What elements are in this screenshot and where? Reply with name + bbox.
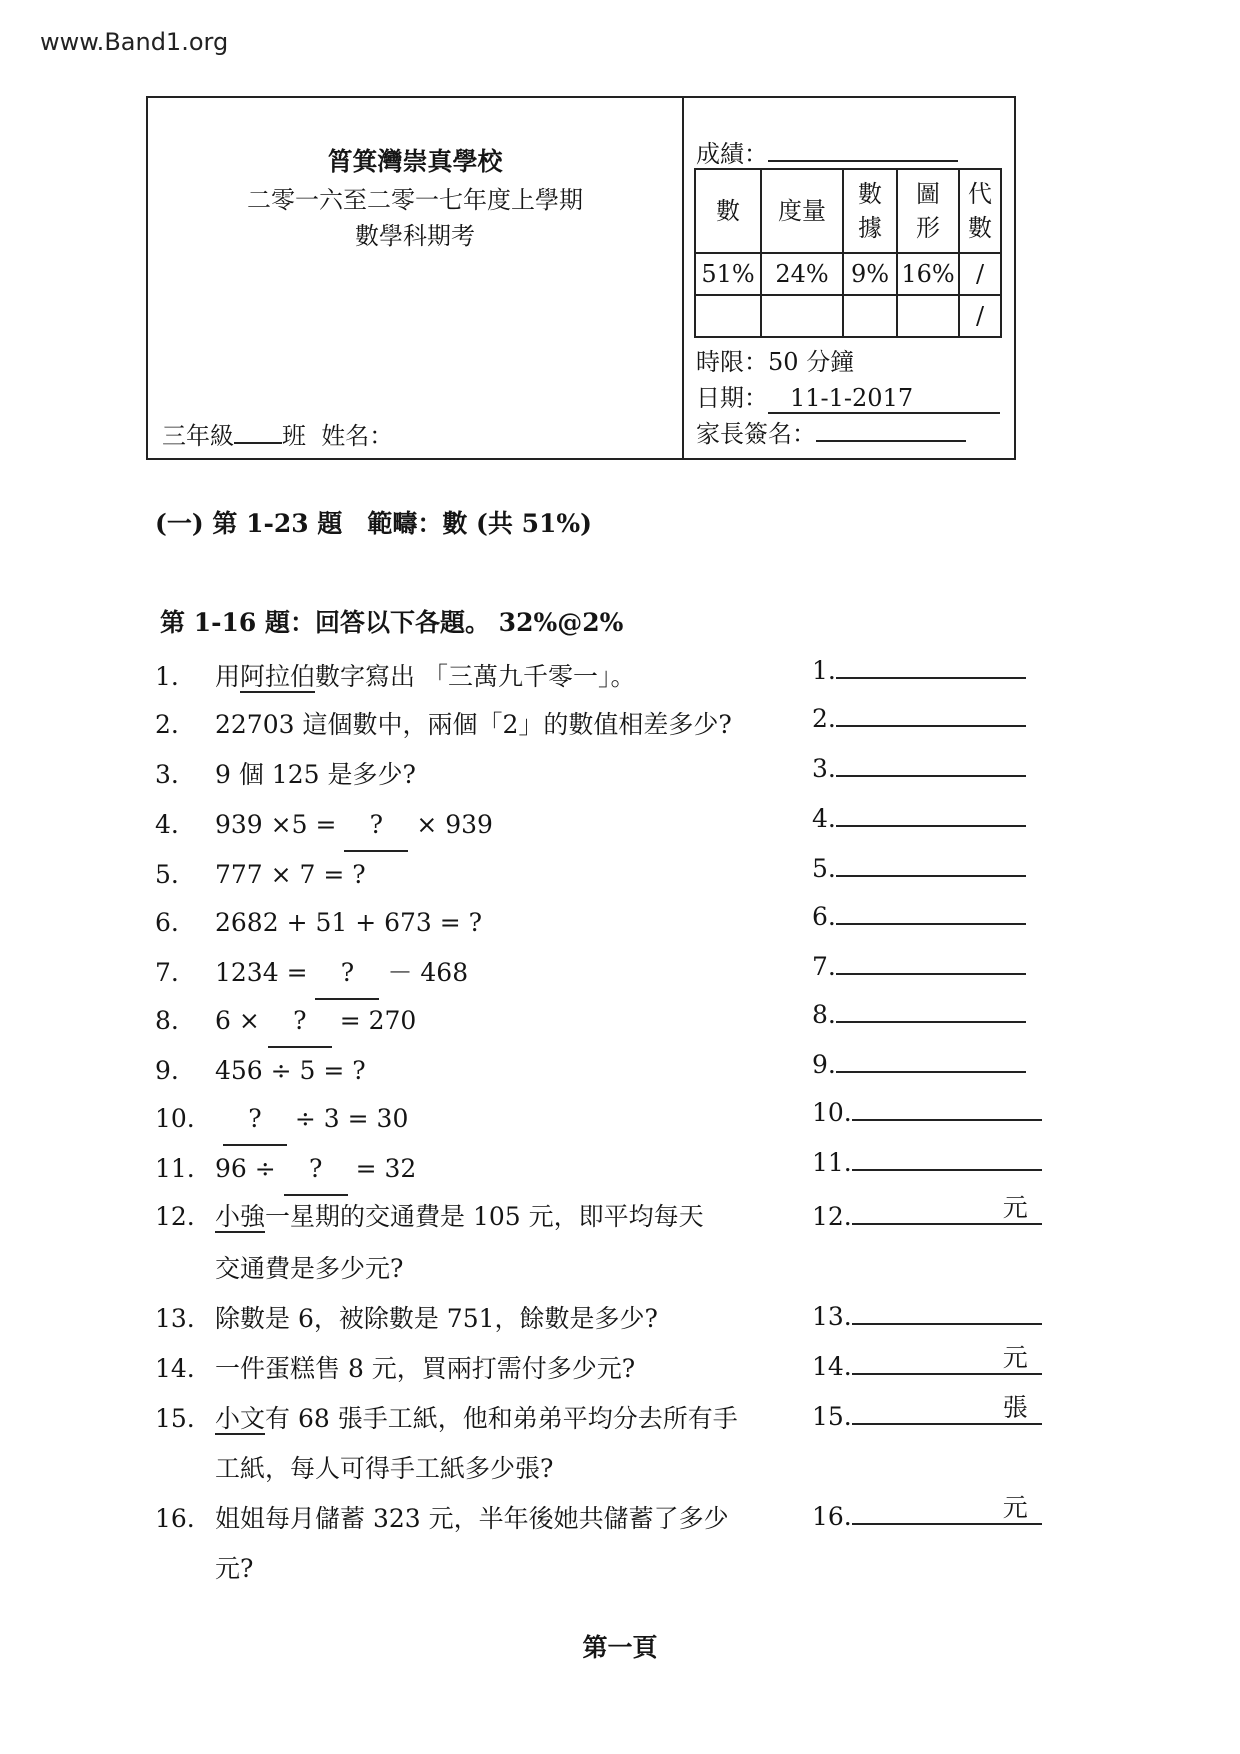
question-text: = 32 [355,1154,417,1183]
answer-unit: 元 [1002,1493,1028,1522]
question-number: 3. [155,760,179,789]
answer-slot [812,892,1026,942]
answer-label: 6. [812,902,836,931]
parent-sign-label: 家長簽名： [696,420,816,448]
weight-score: / [959,295,1001,337]
answer-unit: 元 [1002,1193,1028,1222]
page-number: 第一頁 [582,1633,658,1662]
answer-label: 15. [812,1402,852,1431]
question-text: 456 ÷ 5 = ? [215,1056,366,1085]
weight-header: 度量 [761,169,843,253]
answer-slot [812,646,1026,696]
weight-header: 數據 [843,169,897,253]
student-info [162,416,393,451]
answer-blank[interactable] [852,1493,1042,1525]
answer-blank[interactable] [836,1041,1026,1073]
watermark: www.Band1.org [40,28,229,56]
question-text: 777 × 7 = ? [215,860,366,889]
answer-blank[interactable] [852,1393,1042,1425]
question-item [155,1046,366,1096]
answer-slot [812,1292,1042,1342]
answer-unit: 張 [1002,1393,1028,1422]
question-item [155,948,468,998]
question-text: 1234 = [215,958,308,987]
weight-score[interactable] [897,295,959,337]
proper-noun: 小強 [215,1202,266,1231]
question-text: 6 × [215,1006,260,1035]
weight-percent: 51% [695,253,761,295]
answer-slot [812,694,1026,744]
question-number: 2. [155,710,179,739]
question-number: 7. [155,958,179,987]
answer-label: 8. [812,1000,836,1029]
answer-blank[interactable] [836,695,1026,727]
answer-slot [812,1192,1042,1242]
answer-slot [812,794,1026,844]
question-item [155,750,416,800]
weight-header: 數 [695,169,761,253]
question-number: 8. [155,1006,179,1035]
answer-slot [812,1342,1042,1392]
question-text: 有 68 張手工紙，他和弟弟平均分去所有手 [265,1404,738,1433]
answer-label: 1. [812,656,836,685]
question-item [155,1344,635,1394]
weight-score[interactable] [761,295,843,337]
question-text: 姐姐每月儲蓄 323 元，半年後她共儲蓄了多少 [215,1504,729,1533]
answer-blank[interactable] [836,991,1026,1023]
answer-slot [812,844,1026,894]
exam-subject: 數學科期考 [355,222,475,250]
question-item [155,700,732,750]
question-item [155,800,493,850]
answer-blank[interactable] [836,795,1026,827]
answer-blank[interactable] [852,1089,1042,1121]
question-blank: ? [284,1144,348,1196]
answer-label: 4. [812,804,836,833]
weight-percent: / [959,253,1001,295]
answer-blank[interactable] [836,845,1026,877]
time-label: 時限： [696,348,768,376]
question-number: 10. [155,1104,195,1133]
question-text: 96 ÷ [215,1154,276,1183]
exam-header [146,96,1016,460]
name-label: 姓名： [321,422,394,450]
question-item [155,1494,729,1544]
date-label: 日期： [696,384,768,412]
class-label: 班 [282,422,306,450]
answer-slot [812,744,1026,794]
question-blank: ? [315,948,379,1000]
score-label: 成績： [696,140,768,168]
answer-label: 7. [812,952,836,981]
answer-blank[interactable] [852,1193,1042,1225]
question-continuation: 交通費是多少元? [215,1254,404,1283]
question-item [155,1192,704,1242]
question-text: = 270 [339,1006,417,1035]
question-blank: ? [268,996,332,1048]
proper-noun: 小文 [215,1404,266,1433]
question-text: ÷ 3 = 30 [294,1104,409,1133]
question-text: 939 ×5 = [215,810,337,839]
question-continuation: 元? [215,1554,254,1583]
answer-label: 2. [812,704,836,733]
answer-label: 13. [812,1302,852,1331]
question-number: 5. [155,860,179,889]
answer-label: 16. [812,1502,852,1531]
question-text: 數字寫出 「三萬九千零一」。 [315,662,636,691]
section-title: (一) 第 1-23 題 範疇：數 (共 51%) [155,509,592,538]
answer-label: 10. [812,1098,852,1127]
question-text: 除數是 6，被除數是 751，餘數是多少? [215,1304,658,1333]
answer-label: 3. [812,754,836,783]
answer-slot [812,1138,1042,1188]
answer-blank[interactable] [836,943,1026,975]
weight-percent: 24% [761,253,843,295]
weight-score[interactable] [695,295,761,337]
question-text: 一星期的交通費是 105 元，即平均每天 [265,1202,704,1231]
question-text: × 939 [416,810,493,839]
question-item [155,1394,738,1444]
question-number: 15. [155,1404,195,1433]
score-blank[interactable] [768,160,958,162]
question-number: 11. [155,1154,195,1183]
school-name: 筲箕灣崇真學校 [327,147,503,176]
weight-table [694,168,1002,338]
question-number: 6. [155,908,179,937]
answer-unit: 元 [1002,1343,1028,1372]
time-unit: 分鐘 [806,348,855,376]
answer-label: 12. [812,1202,852,1231]
question-text: 用 [215,662,241,691]
question-number: 14. [155,1354,195,1383]
answer-blank[interactable] [836,647,1026,679]
exam-date [696,378,1000,414]
question-item [155,898,482,948]
answer-slot [812,1040,1026,1090]
question-text: 22703 這個數中，兩個「2」的數值相差多少? [215,710,732,739]
question-number: 16. [155,1504,195,1533]
weight-percent: 9% [843,253,897,295]
question-item [155,652,635,702]
question-item [155,996,416,1046]
answer-label: 14. [812,1352,852,1381]
answer-label: 11. [812,1148,852,1177]
question-item [155,1144,416,1194]
question-item [155,1294,658,1344]
school-term: 二零一六至二零一七年度上學期 [247,186,583,214]
question-item [155,1094,408,1144]
weight-header: 代數 [959,169,1001,253]
answer-blank[interactable] [852,1343,1042,1375]
question-item [155,850,366,900]
parent-signature [696,414,966,449]
time-value: 50 [768,348,799,376]
answer-slot [812,990,1026,1040]
answer-label: 9. [812,1050,836,1079]
weight-percent: 16% [897,253,959,295]
parent-sign-blank[interactable] [816,440,966,442]
question-number: 13. [155,1304,195,1333]
question-continuation: 工紙，每人可得手工紙多少張? [215,1454,554,1483]
weight-score[interactable] [843,295,897,337]
question-number: 4. [155,810,179,839]
weight-header: 圖形 [897,169,959,253]
time-limit [696,342,854,377]
question-text: － 468 [387,958,469,987]
question-number: 9. [155,1056,179,1085]
answer-blank[interactable] [852,1139,1042,1171]
score-line [696,134,958,169]
answer-blank[interactable] [852,1293,1042,1325]
question-number: 12. [155,1202,195,1231]
question-blank: ? [223,1094,287,1146]
header-divider [682,98,684,458]
answer-slot [812,1088,1042,1138]
question-text: 一件蛋糕售 8 元，買兩打需付多少元? [215,1354,636,1383]
answer-label: 5. [812,854,836,883]
proper-noun: 阿拉伯 [240,662,316,691]
question-text: 2682 + 51 + 673 = ? [215,908,483,937]
date-value: 11-1-2017 [768,384,1000,414]
subsection-title: 第 1-16 題：回答以下各題。 32%@2% [160,608,624,637]
grade-label: 三年級 [162,422,234,450]
answer-slot [812,942,1026,992]
answer-slot [812,1392,1042,1442]
answer-slot [812,1492,1042,1542]
question-blank: ? [344,800,408,852]
class-blank[interactable] [234,442,282,444]
question-number: 1. [155,662,179,691]
answer-blank[interactable] [836,745,1026,777]
question-text: 9 個 125 是多少? [215,760,416,789]
answer-blank[interactable] [836,893,1026,925]
